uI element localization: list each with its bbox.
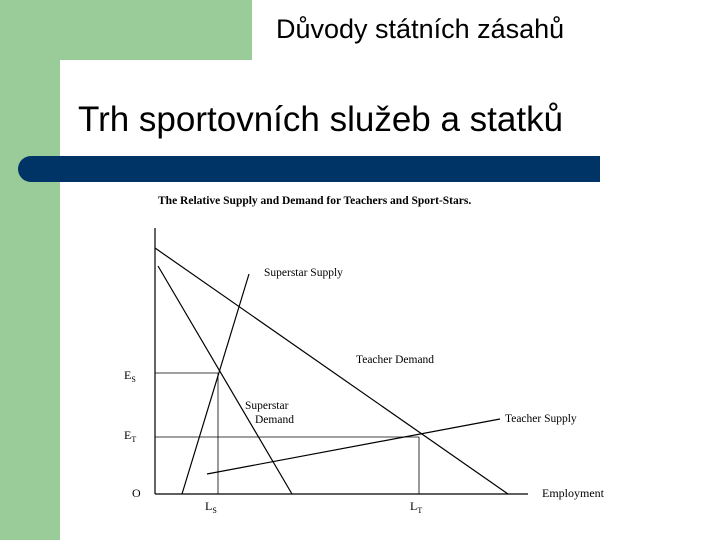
slide-title: Trh sportovních služeb a statků bbox=[78, 100, 564, 139]
teacher-demand-line bbox=[155, 248, 508, 494]
et-tick-label: $E_T$ bbox=[124, 428, 137, 444]
lt-tick-label: $L_T$ bbox=[410, 499, 423, 515]
superstar-supply-line bbox=[182, 274, 249, 494]
teacher-supply-line bbox=[207, 419, 500, 474]
superstar-demand-label-line2: Demand bbox=[255, 414, 294, 426]
superstar-demand-line bbox=[158, 266, 292, 494]
ls-tick-label: $L_S$ bbox=[205, 499, 217, 515]
teacher-demand-label: Teacher Demand bbox=[356, 354, 435, 366]
x-axis-label: Employment bbox=[542, 486, 604, 500]
es-tick-label: $E_S$ bbox=[124, 368, 136, 384]
teacher-supply-label: Teacher Supply bbox=[505, 413, 577, 425]
origin-label: O bbox=[132, 486, 141, 500]
superstar-demand-label-line1: Superstar bbox=[245, 400, 289, 412]
superstar-supply-label: Superstar Supply bbox=[264, 267, 343, 279]
slide-supertitle: Důvody státních zásahů bbox=[276, 14, 565, 44]
figure-title: The Relative Supply and Demand for Teachers and Sport-Stars. bbox=[158, 195, 472, 207]
